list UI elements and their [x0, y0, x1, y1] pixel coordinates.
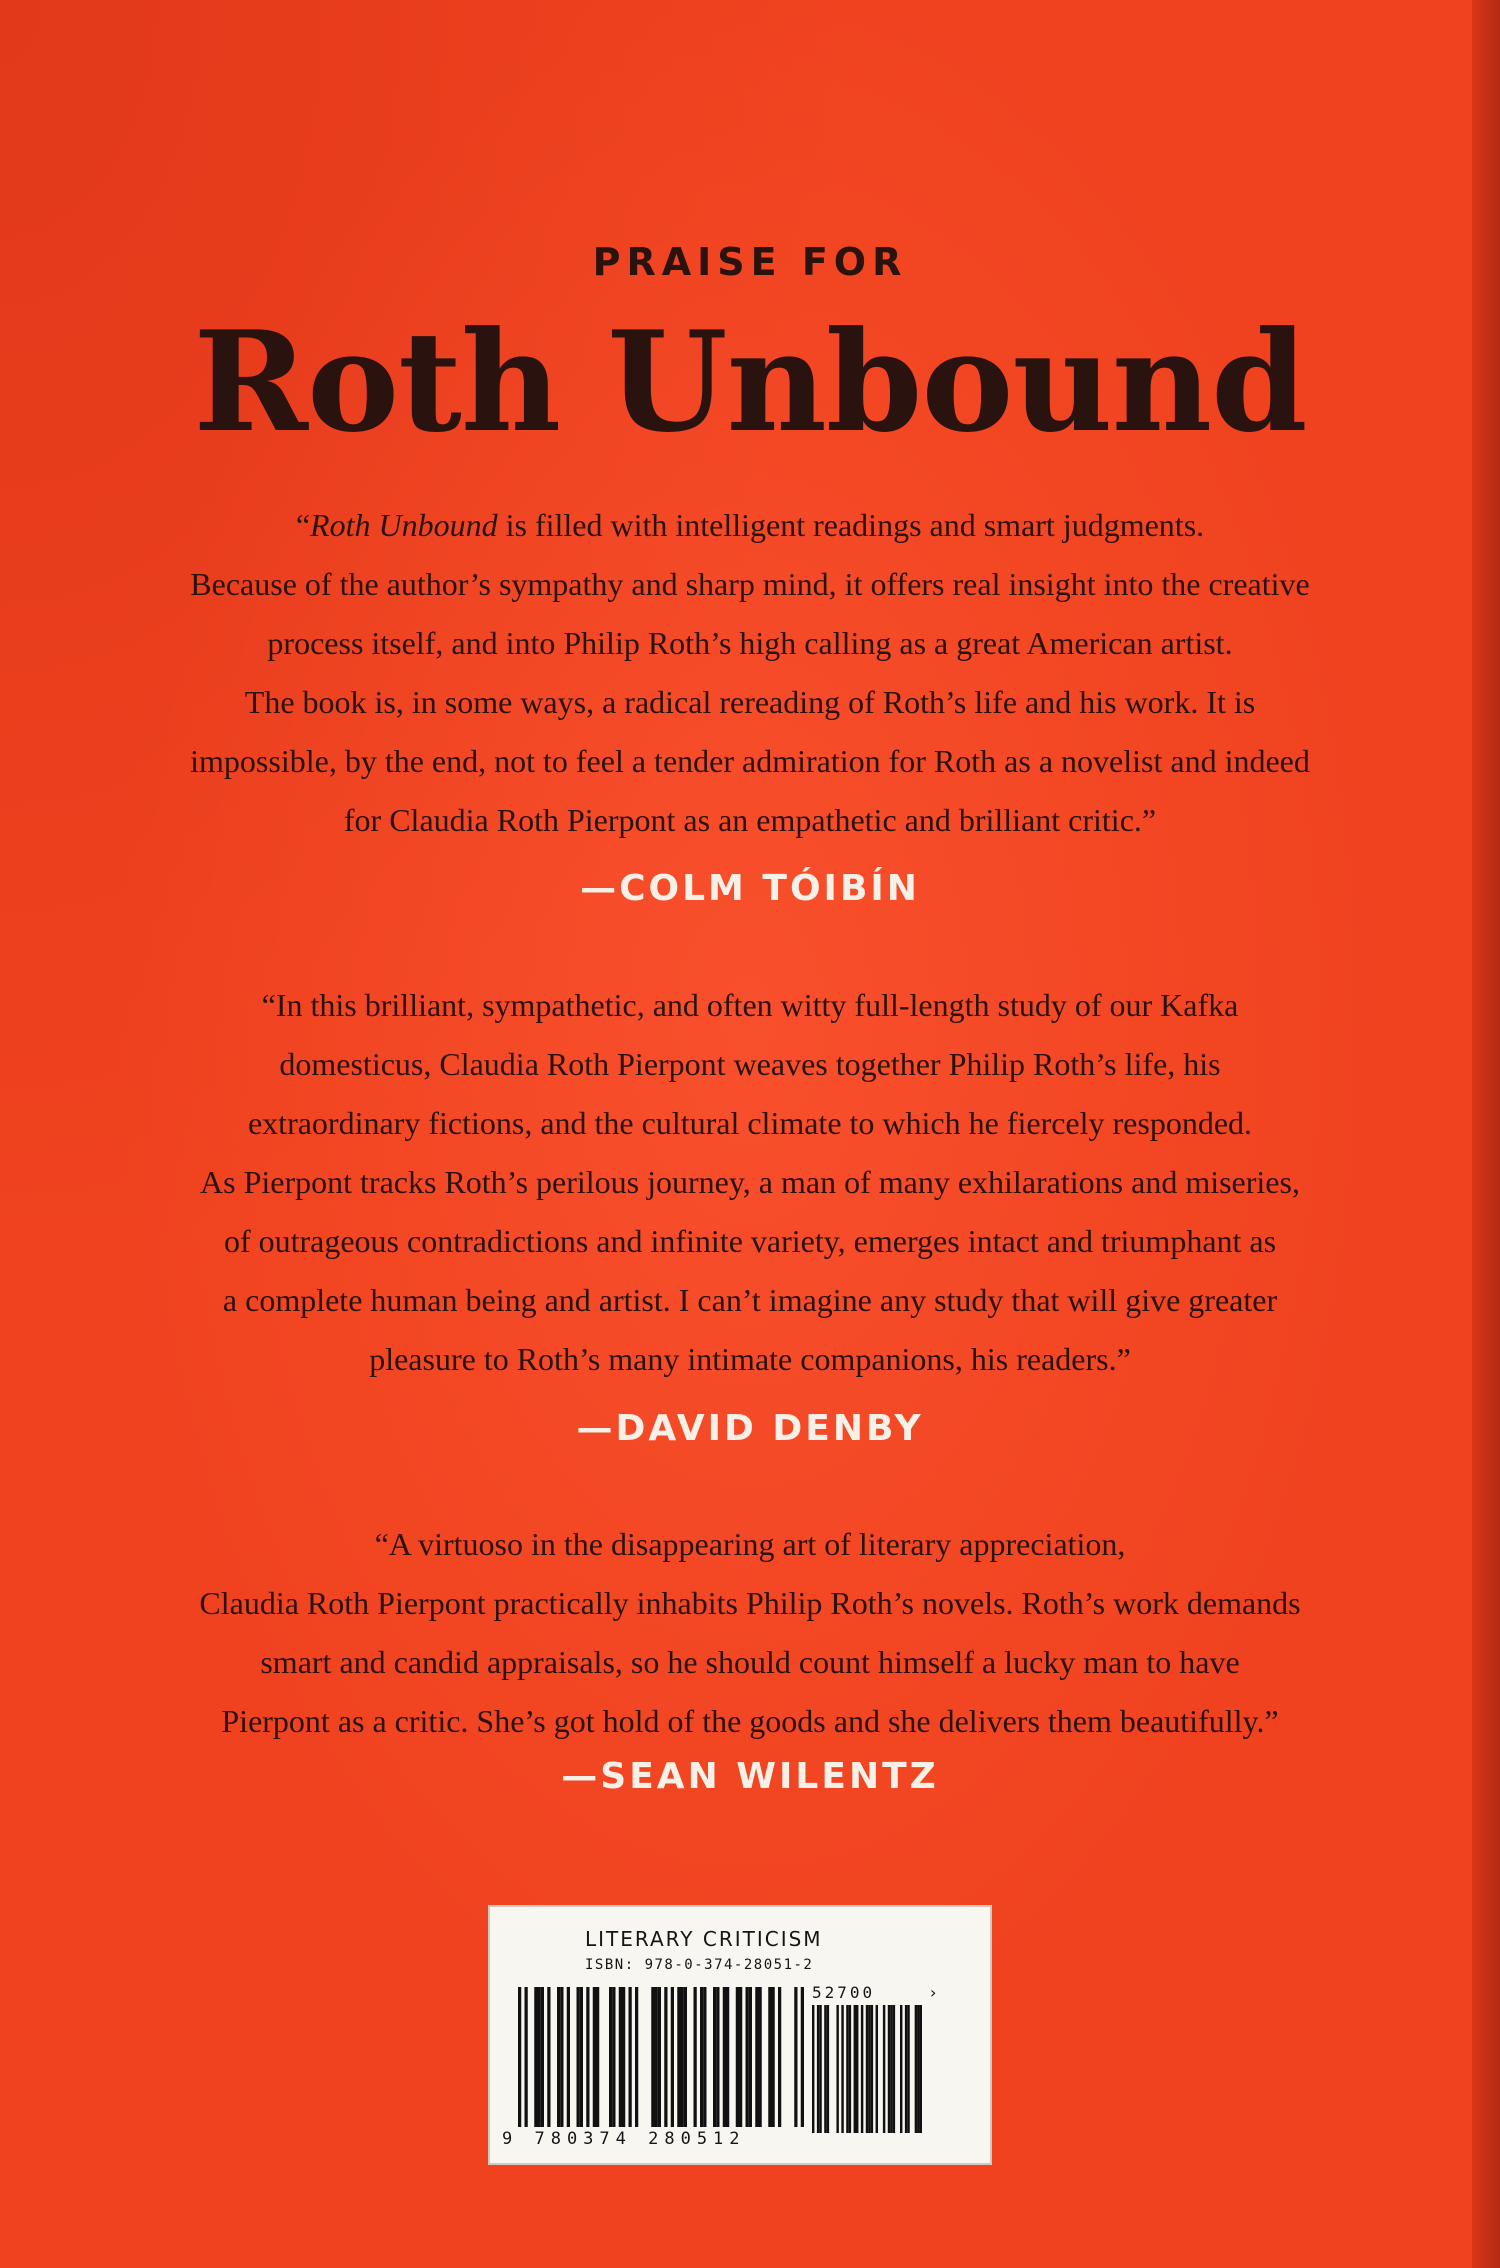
quote-attribution-3: —SEAN WILENTZ — [561, 1756, 939, 1797]
quote-line: domesticus, Claudia Roth Pierpont weaves together Philip Roth’s life, his — [279, 1046, 1221, 1082]
barcode-digits: 9 780374 280512 — [502, 2129, 746, 2149]
barcode-bar — [557, 1987, 560, 2127]
barcode-bar — [681, 1987, 684, 2127]
barcode-bar — [716, 1987, 719, 2127]
barcode-bar — [635, 1987, 638, 2127]
barcode-bar — [538, 1987, 541, 2127]
price-arrow-icon: › — [930, 1983, 937, 2002]
barcode-bar — [841, 2005, 843, 2133]
barcode-label — [488, 1905, 992, 2165]
barcode-bar — [920, 2005, 922, 2133]
quote-attribution-1: —COLM TÓIBÍN — [580, 868, 920, 909]
barcode-bar — [917, 2005, 919, 2133]
quote-line: a complete human being and artist. I can’t imagine any study that will give greater — [222, 1282, 1278, 1318]
barcode-bar — [905, 2005, 907, 2133]
barcode-bar — [801, 1987, 804, 2127]
barcode-bar — [534, 1987, 537, 2127]
barcode-bar — [658, 1987, 661, 2127]
barcode-bar — [723, 1987, 726, 2127]
quote-line: for Claudia Roth Pierpont as an empathetic and brilliant critic.” — [343, 802, 1157, 838]
quote-line: extraordinary fictions, and the cultural climate to which he fiercely responded. — [247, 1105, 1253, 1141]
barcode-bar — [560, 1987, 563, 2127]
barcode-bar — [700, 1987, 703, 2127]
barcode-bar — [694, 1987, 697, 2127]
barcode-bar — [684, 1987, 687, 2127]
quote-line: pleasure to Roth’s many intimate companions, his readers.” — [369, 1341, 1131, 1377]
barcode-bar — [849, 2005, 851, 2133]
quote-line: As Pierpont tracks Roth’s perilous journey, a man of many exhilarations and miseries, — [200, 1164, 1300, 1200]
barcode-bar — [586, 1987, 589, 2127]
barcode-bar — [746, 1987, 749, 2127]
barcode-bar — [915, 2005, 917, 2133]
barcode-bar — [819, 2005, 821, 2133]
barcode-bar — [907, 2005, 909, 2133]
barcode-bar — [651, 1987, 654, 2127]
quote-line: “Roth Unbound is filled with intelligent readings and smart judgments. — [295, 507, 1205, 543]
barcode-bar — [856, 2005, 858, 2133]
barcode-bar — [580, 1987, 583, 2127]
barcode-bar — [726, 1987, 729, 2127]
barcode-bar — [739, 1987, 742, 2127]
barcode-bar — [824, 2005, 826, 2133]
barcode-bar — [596, 1987, 599, 2127]
barcode-bar — [525, 1987, 528, 2127]
book-title: Roth Unbound — [193, 300, 1307, 463]
barcode-bar — [671, 1987, 674, 2127]
isbn-text: ISBN: 978-0-374-28051-2 — [585, 1957, 814, 1973]
quote-line: Claudia Roth Pierpont practically inhabits Philip Roth’s novels. Roth’s work demands — [199, 1585, 1301, 1621]
quote-line: Pierpont as a critic. She’s got hold of the goods and she delivers them beautifully.” — [221, 1703, 1279, 1739]
barcode-bar — [664, 1987, 667, 2127]
barcode-bar — [768, 1987, 771, 2127]
review-quote-3 — [100, 1515, 1400, 1751]
barcode-bar — [749, 1987, 752, 2127]
cover-edge — [1472, 0, 1500, 2268]
quote-line: smart and candid appraisals, so he should count himself a lucky man to have — [260, 1644, 1240, 1680]
barcode-bar — [854, 2005, 856, 2133]
barcode-bar — [703, 1987, 706, 2127]
barcode-bar — [778, 1987, 781, 2127]
barcode-bar — [861, 2005, 863, 2133]
barcode-bar — [593, 1987, 596, 2127]
barcode-bar — [883, 2005, 885, 2133]
price-code: 52700 — [812, 1983, 876, 2002]
review-quote-2 — [100, 976, 1400, 1389]
barcode-bar — [677, 1987, 680, 2127]
ean-barcode-bars — [518, 1987, 804, 2127]
barcode-bar — [755, 1987, 758, 2127]
barcode-bar — [866, 2005, 868, 2133]
price-addon-barcode-bars — [812, 2005, 922, 2133]
barcode-bar — [518, 1987, 521, 2127]
book-category: LITERARY CRITICISM — [585, 1927, 823, 1951]
quote-line: “A virtuoso in the disappearing art of literary appreciation, — [374, 1526, 1126, 1562]
barcode-bar — [846, 2005, 848, 2133]
barcode-bar — [893, 2005, 895, 2133]
barcode-bar — [868, 2005, 870, 2133]
barcode-bar — [547, 1987, 550, 2127]
barcode-bar — [577, 1987, 580, 2127]
barcode-bar — [736, 1987, 739, 2127]
review-quote-1 — [100, 496, 1400, 850]
quote-attribution-2: —DAVID DENBY — [576, 1408, 924, 1449]
barcode-bar — [772, 1987, 775, 2127]
barcode-bar — [612, 1987, 615, 2127]
quote-line: process itself, and into Philip Roth’s high calling as a great American artist. — [267, 625, 1233, 661]
barcode-bar — [567, 1987, 570, 2127]
barcode-bar — [836, 2005, 838, 2133]
barcode-bar — [609, 1987, 612, 2127]
praise-heading: PRAISE FOR — [592, 240, 908, 284]
quote-line: The book is, in some ways, a radical rereading of Roth’s life and his work. It is — [244, 684, 1256, 720]
barcode-bar — [629, 1987, 632, 2127]
barcode-bar — [900, 2005, 902, 2133]
barcode-bar — [890, 2005, 892, 2133]
barcode-bar — [876, 2005, 878, 2133]
barcode-bar — [888, 2005, 890, 2133]
barcode-bar — [817, 2005, 819, 2133]
quote-line: Because of the author’s sympathy and sharp mind, it offers real insight into the creative — [190, 566, 1310, 602]
barcode-bar — [655, 1987, 658, 2127]
barcode-bar — [619, 1987, 622, 2127]
barcode-bar — [541, 1987, 544, 2127]
barcode-bar — [827, 2005, 829, 2133]
barcode-bar — [794, 1987, 797, 2127]
barcode-bar — [713, 1987, 716, 2127]
barcode-bar — [812, 2005, 814, 2133]
quote-line: “In this brilliant, sympathetic, and often witty full-length study of our Kafka — [261, 987, 1239, 1023]
quote-line: impossible, by the end, not to feel a tender admiration for Roth as a novelist and indeed — [190, 743, 1310, 779]
quote-line: of outrageous contradictions and infinite variety, emerges intact and triumphant as — [223, 1223, 1277, 1259]
barcode-bar — [871, 2005, 873, 2133]
barcode-bar — [622, 1987, 625, 2127]
barcode-bar — [759, 1987, 762, 2127]
